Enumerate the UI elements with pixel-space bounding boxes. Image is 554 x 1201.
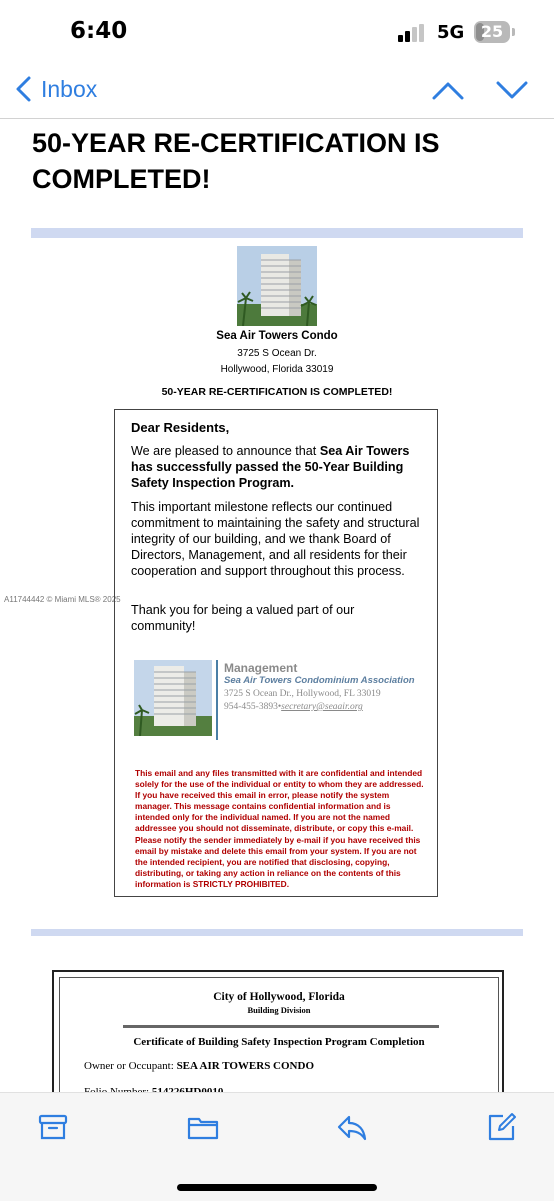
network-type: 5G: [437, 22, 465, 43]
confidentiality-disclaimer: This email and any files transmitted with it are confidential and intended solely for the use of the individual or entity to whom they are addressed. If you have received this email in error, please notify the system manager. This message contains confidential information and is intended only for the individual named. If you are not the named addressee you should not disseminate, distribute, or copy this e-mail. Please notify the sender immediately by e-mail if you have received this email by mistake and delete this email from your system. If you are not the intended recipient, you are notified that disclosing, copying, distributing, or taking any action in reliance on the contents of this information is STRICTLY PROHIBITED.: [135, 768, 424, 889]
certificate-city: City of Hollywood, Florida: [213, 991, 345, 1003]
back-label: Inbox: [41, 75, 98, 102]
home-indicator[interactable]: [177, 1184, 377, 1191]
signature-separator: •: [277, 702, 282, 712]
announcement-letter: [114, 409, 438, 897]
signature-building-photo: [134, 660, 212, 736]
mail-nav-bar: [0, 62, 554, 118]
org-name: Sea Air Towers Condo: [216, 330, 338, 342]
letter-paragraph-1: [131, 443, 421, 491]
building-photo: [237, 246, 317, 326]
signature-association: Sea Air Towers Condominium Association: [224, 675, 415, 686]
previous-message-chevron-up-icon[interactable]: [430, 76, 466, 104]
compose-icon[interactable]: [486, 1111, 518, 1143]
status-bar: [0, 0, 554, 62]
status-time: 6:40: [70, 18, 128, 44]
battery-icon: [474, 21, 510, 43]
archive-icon[interactable]: [37, 1111, 69, 1143]
letter-salutation: Dear Residents,: [131, 420, 230, 435]
footer-divider-bar: [31, 929, 523, 936]
signature-address: 3725 S Ocean Dr., Hollywood, FL 33019: [224, 689, 381, 699]
org-address-line1: 3725 S Ocean Dr.: [237, 348, 317, 359]
signature-divider: [216, 660, 218, 740]
email-subject: 50-YEAR RE-CERTIFICATION IS COMPLETED!: [32, 128, 440, 194]
reply-icon[interactable]: [336, 1111, 368, 1143]
certificate-division: Building Division: [247, 1005, 311, 1015]
battery-nub: [512, 28, 515, 36]
signature-phone: 954-455-3893: [224, 702, 278, 712]
letter-paragraph-2: This important milestone reflects our continued commitment to maintaining the safety and structural integrity of our building, and we thank Board of Directors, Management, and all residents for their cooperation and support throughout this process.: [131, 500, 420, 578]
nav-divider: [0, 118, 554, 119]
signature-email-link[interactable]: secretary@seaair.org: [281, 702, 363, 712]
mls-watermark: A11744442 © Miami MLS® 2025: [4, 595, 121, 604]
cellular-signal-icon: [398, 24, 428, 42]
header-divider-bar: [31, 228, 523, 238]
certificate-owner: [84, 1060, 314, 1072]
battery-percent: 25: [480, 22, 504, 41]
letter-paragraph-3: Thank you for being a valued part of our community!: [131, 603, 355, 633]
chevron-left-icon: [14, 75, 34, 103]
signature-title: Management: [224, 661, 298, 675]
certificate-rule: [123, 1025, 439, 1028]
owner-label: Owner or Occupant:: [84, 1060, 174, 1072]
owner-value: SEA AIR TOWERS CONDO: [176, 1060, 315, 1072]
p1-plain-text: We are pleased to announce that: [131, 444, 320, 458]
email-headline: 50-YEAR RE-CERTIFICATION IS COMPLETED!: [161, 386, 393, 398]
folder-icon[interactable]: [187, 1111, 219, 1143]
next-message-chevron-down-icon[interactable]: [494, 76, 530, 104]
p1-bold-text: Sea Air Towers has successfully passed the 50-Year Building Safety Inspection Program.: [131, 444, 410, 490]
org-address-line2: Hollywood, Florida 33019: [220, 364, 334, 375]
back-to-inbox-button[interactable]: [14, 72, 97, 106]
certificate-title: Certificate of Building Safety Inspection Program Completion: [133, 1036, 425, 1048]
signature-contact: [224, 702, 363, 712]
